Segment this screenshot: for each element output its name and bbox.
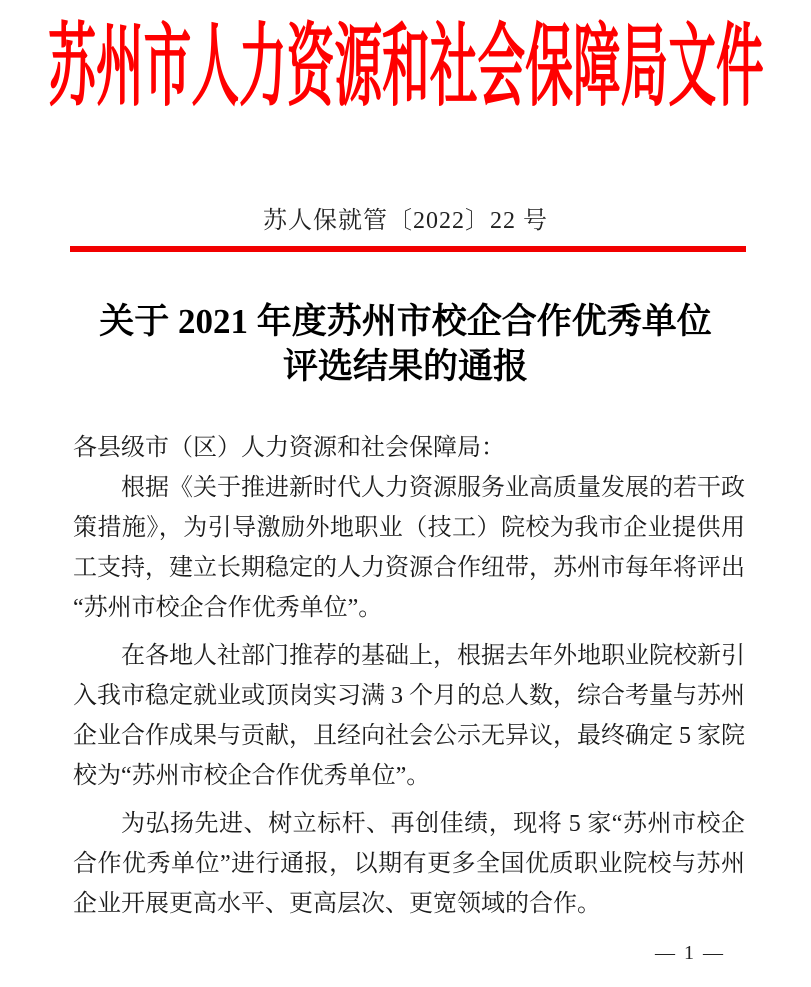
paragraph xyxy=(73,468,745,628)
paragraphs xyxy=(73,468,745,924)
paragraph xyxy=(73,636,745,796)
letterhead-banner xyxy=(0,18,811,117)
body-text xyxy=(73,428,745,924)
text-line: 校为“苏州市校企合作优秀单位”。 xyxy=(73,763,431,789)
text-line: 企业合作成果与贡献，且经向社会公示无异议，最终确定 5 家院 xyxy=(73,723,745,749)
salutation-line: 各县级市（区）人力资源和社会保障局： xyxy=(73,435,505,461)
document-title-line1: 关于 2021 年度苏州市校企合作优秀单位 xyxy=(99,302,712,341)
text-line: 在各地人社部门推荐的基础上，根据去年外地职业院校新引 xyxy=(121,643,745,669)
red-divider-line xyxy=(70,246,746,252)
document-title-line2: 评选结果的通报 xyxy=(282,347,528,386)
letterhead-title: 苏州市人力资源和社会保障局文件 xyxy=(47,18,764,117)
text-line: 企业开展更高水平、更高层次、更宽领域的合作。 xyxy=(73,891,601,917)
text-line: 工支持，建立长期稳定的人力资源合作纽带，苏州市每年将评出 xyxy=(73,555,745,581)
text-line: 合作优秀单位”进行通报，以期有更多全国优质职业院校与苏州 xyxy=(73,851,745,877)
text-line: 根据《关于推进新时代人力资源服务业高质量发展的若干政 xyxy=(121,475,745,501)
paragraph xyxy=(73,804,745,924)
text-line: 策措施》，为引导激励外地职业（技工）院校为我市企业提供用 xyxy=(73,515,745,541)
document-title xyxy=(0,299,811,389)
document-number: 苏人保就管〔2022〕22 号 xyxy=(263,208,548,234)
page-number: — 1 — xyxy=(655,942,725,964)
text-line: “苏州市校企合作优秀单位”。 xyxy=(73,595,383,621)
text-line: 入我市稳定就业或顶岗实习满 3 个月的总人数，综合考量与苏州 xyxy=(73,683,745,709)
text-line: 为弘扬先进、树立标杆、再创佳绩，现将 5 家“苏州市校企 xyxy=(121,811,745,837)
